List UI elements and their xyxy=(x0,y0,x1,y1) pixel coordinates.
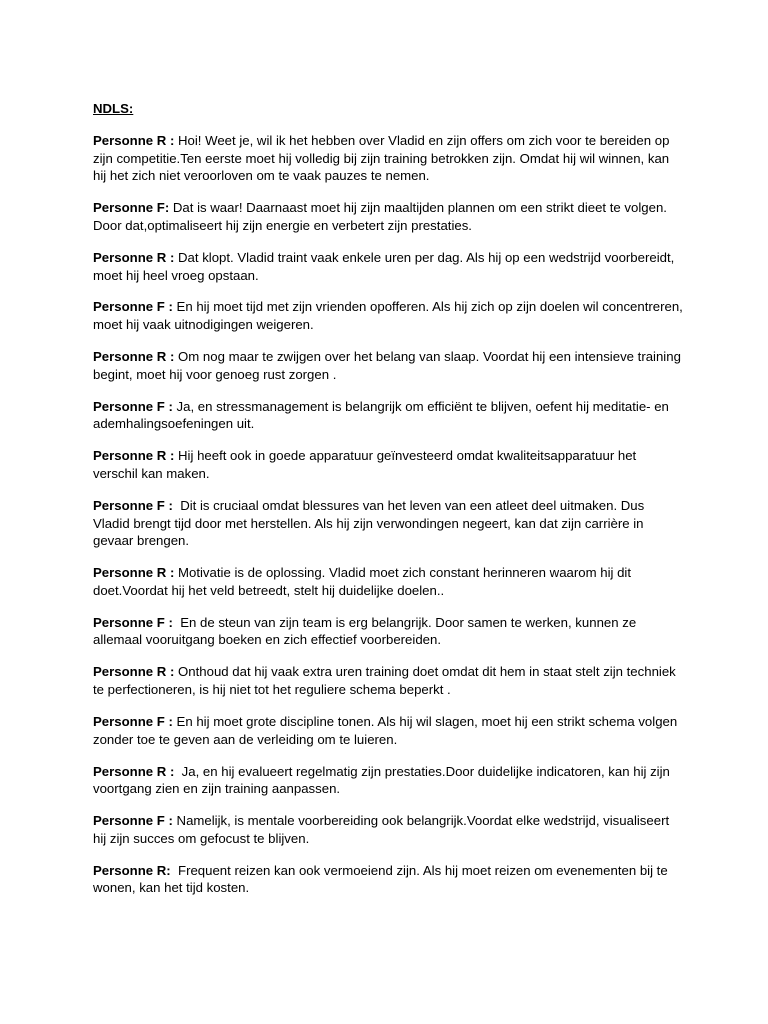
dialogue-text: Motivatie is de oplossing. Vladid moet zich constant herinneren waarom hij dit doet.Voordat hij het veld betreedt, stelt hij duidelijke doelen.. xyxy=(93,565,635,598)
dialogue-paragraph xyxy=(93,298,687,333)
dialogue-text: Dat klopt. Vladid traint vaak enkele uren per dag. Als hij op een wedstrijd voorbereidt, moet hij heel vroeg opstaan. xyxy=(93,249,678,283)
speaker-label: Personne F: xyxy=(93,200,170,216)
dialogue-paragraph xyxy=(93,447,683,482)
speaker-label: Personne R : xyxy=(93,565,179,581)
dialogue-paragraph xyxy=(93,763,683,798)
dialogue-text: Hij heeft ook in goede apparatuur geïnvesteerd omdat kwaliteitsapparatuur het verschil kan maken. xyxy=(93,448,640,481)
document-title: NDLS: xyxy=(93,101,134,116)
dialogue-text: Dit is cruciaal omdat blessures van het leven van een atleet deel uitmaken. Dus Vladid brengt tijd door met herstellen. Als hij zijn verwondingen negeert, kan dat zijn carrière in gevaar brengen. xyxy=(93,497,648,549)
dialogue-text: En hij moet grote discipline tonen. Als hij wil slagen, moet hij een strikt schema volgen zonder toe te geven aan de verleiding om te luieren. xyxy=(93,713,681,747)
dialogue-text: Dat is waar! Daarnaast moet hij zijn maaltijden plannen om een strikt dieet te volgen. Door dat,optimaliseert hij zijn energie en verbetert zijn prestaties. xyxy=(93,200,671,233)
speaker-label: Personne F : xyxy=(93,398,177,414)
speaker-label: Personne F : xyxy=(93,614,177,630)
dialogue-text: Hoi! Weet je, wil ik het hebben over Vladid en zijn offers om zich voor te bereiden op zijn competitie.Ten eerste moet hij volledig bij zijn training betrokken zijn. Omdat hij wil winnen, kan hij het zich niet veroorloven om te vaak pauzes te nemen. xyxy=(93,133,674,184)
dialogue-paragraph xyxy=(93,713,683,748)
document-body xyxy=(93,100,687,911)
speaker-label: Personne R: xyxy=(93,862,171,878)
speaker-label: Personne R : xyxy=(93,763,179,779)
speaker-label: Personne R : xyxy=(93,448,179,464)
speaker-label: Personne R : xyxy=(93,249,179,265)
dialogue-text: En hij moet tijd met zijn vrienden opofferen. Als hij zich op zijn doelen wil concentreren, moet hij vaak uitnodigingen weigeren. xyxy=(93,299,687,333)
speaker-label: Personne F : xyxy=(93,299,177,315)
speaker-label: Personne F : xyxy=(93,713,177,729)
speaker-label: Personne R : xyxy=(93,664,179,680)
dialogue-paragraph xyxy=(93,497,683,550)
dialogue-text: Ja, en stressmanagement is belangrijk om efficiënt te blijven, oefent hij meditatie- en ademhalingsoefeningen uit. xyxy=(93,398,673,432)
dialogue-text: En de steun van zijn team is erg belangrijk. Door samen te werken, kunnen ze allemaal vooruitgang boeken en zich effectief voorbereiden. xyxy=(93,614,640,648)
dialogue-text: Frequent reizen kan ook vermoeiend zijn. Als hij moet reizen om evenementen bij te wonen, kan het tijd kosten. xyxy=(93,862,672,896)
speaker-label: Personne F : xyxy=(93,497,177,513)
dialogue-paragraph xyxy=(93,199,683,234)
dialogue-text: Onthoud dat hij vaak extra uren training doet omdat dit hem in staat stelt zijn techniek te perfectioneren, is hij niet tot het reguliere schema beperkt . xyxy=(93,664,680,698)
dialogue-paragraph xyxy=(93,812,683,847)
dialogue-text: Ja, en hij evalueert regelmatig zijn prestaties.Door duidelijke indicatoren, kan hij zijn voortgang zien en zijn training aanpassen. xyxy=(93,763,674,797)
dialogue-paragraph xyxy=(93,398,683,433)
speaker-label: Personne R : xyxy=(93,133,179,148)
dialogue-paragraph xyxy=(93,862,683,897)
dialogue-paragraph xyxy=(93,564,683,599)
dialogue-paragraph xyxy=(93,663,683,698)
dialogue-paragraph xyxy=(93,249,683,284)
speaker-label: Personne R : xyxy=(93,349,179,365)
dialogue-paragraph xyxy=(93,132,683,185)
dialogue-paragraph xyxy=(93,614,683,649)
speaker-label: Personne F : xyxy=(93,813,177,829)
dialogue-text: Om nog maar te zwijgen over het belang van slaap. Voordat hij een intensieve training begint, moet hij voor genoeg rust zorgen . xyxy=(93,349,685,382)
dialogue-text: Namelijk, is mentale voorbereiding ook belangrijk.Voordat elke wedstrijd, visualiseert hij zijn succes om gefocust te blijven. xyxy=(93,813,673,846)
dialogue-paragraph xyxy=(93,348,683,383)
